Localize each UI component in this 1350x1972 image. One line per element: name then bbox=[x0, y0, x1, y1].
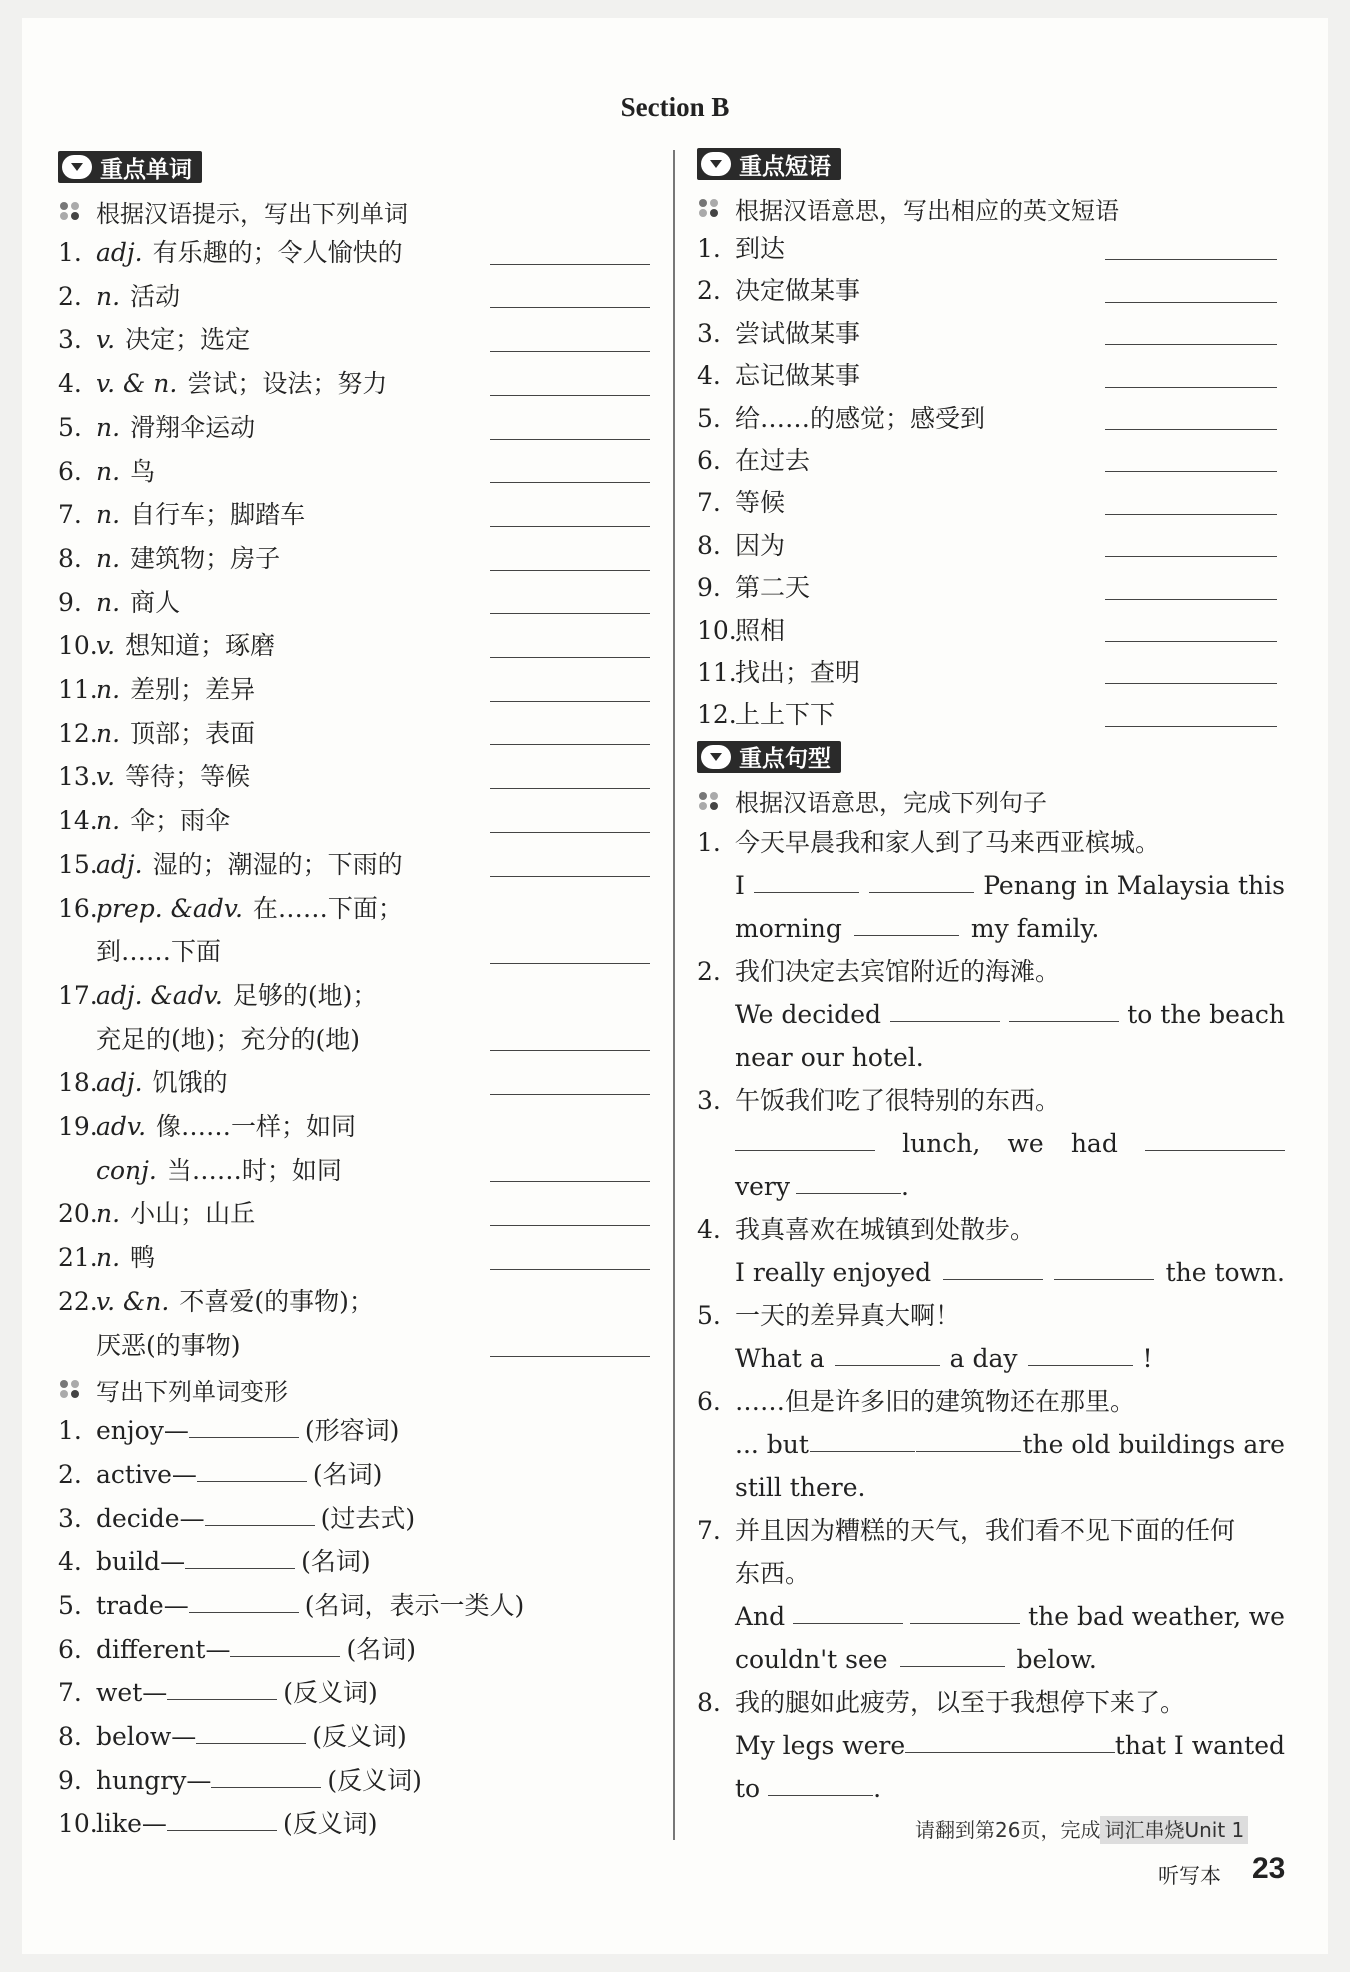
answer-blank[interactable] bbox=[835, 1337, 940, 1366]
answer-blank[interactable] bbox=[230, 1628, 340, 1657]
vocab-item: 20. n. 小山；山丘 bbox=[58, 1192, 650, 1236]
phrase-item: 7. 等候 bbox=[697, 482, 1285, 524]
page-number: 23 bbox=[1252, 1852, 1286, 1885]
answer-line[interactable] bbox=[490, 526, 650, 527]
vocab-item: 12. n. 顶部；表面 bbox=[58, 712, 650, 756]
answer-line[interactable] bbox=[490, 1094, 650, 1095]
badge-label: 重点短语 bbox=[739, 153, 831, 180]
vocab-item: 9. n. 商人 bbox=[58, 581, 650, 625]
word-form-item: 7. wet— (反义词) bbox=[58, 1671, 650, 1715]
answer-blank[interactable] bbox=[916, 1423, 1021, 1452]
answer-line[interactable] bbox=[490, 264, 650, 265]
answer-line[interactable] bbox=[490, 1225, 650, 1226]
answer-blank[interactable] bbox=[796, 1165, 901, 1194]
answer-blank[interactable] bbox=[735, 1122, 875, 1151]
vocab-item: 18. adj. 饥饿的 bbox=[58, 1061, 650, 1105]
vocab-item: 5. n. 滑翔伞运动 bbox=[58, 406, 650, 450]
right-column bbox=[697, 147, 1285, 1810]
answer-line[interactable] bbox=[490, 1269, 650, 1270]
subheading-sentences: 根据汉语意思，完成下列句子 bbox=[697, 781, 1285, 821]
answer-line[interactable] bbox=[490, 657, 650, 658]
answer-line[interactable] bbox=[490, 876, 650, 877]
answer-line[interactable] bbox=[490, 613, 650, 614]
answer-blank[interactable] bbox=[910, 1595, 1020, 1624]
column-divider bbox=[673, 150, 675, 1840]
footer-note: 请翻到第26页，完成 词汇串烧Unit 1 bbox=[915, 1814, 1248, 1843]
sentence-item: 8. 我的腿如此疲劳，以至于我想停下来了。 My legs were that I wanted to . bbox=[697, 1687, 1285, 1803]
vocab-item: 7. n. 自行车；脚踏车 bbox=[58, 493, 650, 537]
answer-line[interactable] bbox=[490, 351, 650, 352]
phrase-item: 2. 决定做某事 bbox=[697, 270, 1285, 312]
answer-blank[interactable] bbox=[196, 1715, 306, 1744]
answer-line[interactable] bbox=[490, 832, 650, 833]
vocab-item: 8. n. 建筑物；房子 bbox=[58, 537, 650, 581]
answer-line[interactable] bbox=[1105, 556, 1277, 557]
bullet-dots-icon bbox=[58, 201, 84, 221]
answer-blank[interactable] bbox=[905, 1724, 1010, 1753]
word-form-item: 9. hungry— (反义词) bbox=[58, 1759, 650, 1803]
vocab-item: 14. n. 伞；雨伞 bbox=[58, 799, 650, 843]
answer-line[interactable] bbox=[490, 788, 650, 789]
phrase-list bbox=[697, 228, 1285, 737]
bullet-dots-icon bbox=[697, 198, 723, 218]
word-form-item: 2. active— (名词) bbox=[58, 1453, 650, 1497]
answer-line[interactable] bbox=[1105, 344, 1277, 345]
phrase-item: 12. 上上下下 bbox=[697, 694, 1285, 736]
phrase-item: 9. 第二天 bbox=[697, 567, 1285, 609]
word-form-item: 1. enjoy— (形容词) bbox=[58, 1409, 650, 1453]
answer-line[interactable] bbox=[490, 744, 650, 745]
chevron-down-icon bbox=[701, 152, 731, 176]
vocab-item: 10. v. 想知道；琢磨 bbox=[58, 624, 650, 668]
answer-line[interactable] bbox=[490, 701, 650, 702]
answer-blank[interactable] bbox=[869, 864, 974, 893]
badge-label: 重点单词 bbox=[100, 156, 192, 183]
answer-blank[interactable] bbox=[205, 1497, 315, 1526]
chevron-down-icon bbox=[62, 155, 92, 179]
subheading-phrases: 根据汉语意思，写出相应的英文短语 bbox=[697, 188, 1285, 228]
answer-blank[interactable] bbox=[793, 1595, 903, 1624]
answer-blank[interactable] bbox=[890, 993, 1000, 1022]
answer-blank[interactable] bbox=[197, 1453, 307, 1482]
subheading-forms: 写出下列单词变形 bbox=[58, 1369, 650, 1409]
word-form-item: 6. different— (名词) bbox=[58, 1628, 650, 1672]
subheading-words: 根据汉语提示，写出下列单词 bbox=[58, 191, 650, 231]
answer-line[interactable] bbox=[1105, 514, 1277, 515]
vocab-item: 15. adj. 湿的；潮湿的；下雨的 bbox=[58, 843, 650, 887]
answer-line[interactable] bbox=[1105, 429, 1277, 430]
answer-blank[interactable] bbox=[1054, 1251, 1154, 1280]
vocab-item: 13. v. 等待；等候 bbox=[58, 755, 650, 799]
word-form-item: 4. build— (名词) bbox=[58, 1540, 650, 1584]
answer-blank[interactable] bbox=[768, 1767, 873, 1796]
answer-blank[interactable] bbox=[189, 1584, 299, 1613]
phrase-item: 4. 忘记做某事 bbox=[697, 355, 1285, 397]
word-form-item: 8. below— (反义词) bbox=[58, 1715, 650, 1759]
answer-line[interactable] bbox=[490, 439, 650, 440]
left-column bbox=[58, 150, 650, 1846]
answer-line[interactable] bbox=[490, 963, 650, 964]
vocab-item: 22. v. &n. 不喜爱(的事物)； 厌恶(的事物) bbox=[58, 1280, 650, 1367]
phrase-item: 3. 尝试做某事 bbox=[697, 313, 1285, 355]
key-sentences-badge bbox=[697, 741, 841, 773]
answer-line[interactable] bbox=[1105, 683, 1277, 684]
phrase-item: 1. 到达 bbox=[697, 228, 1285, 270]
answer-blank[interactable] bbox=[900, 1638, 1005, 1667]
word-form-item: 3. decide— (过去式) bbox=[58, 1497, 650, 1541]
sentence-item: 4. 我真喜欢在城镇到处散步。 I really enjoyed the town. bbox=[697, 1214, 1285, 1287]
answer-line[interactable] bbox=[1105, 471, 1277, 472]
footer-book-name: 听写本 bbox=[1158, 1864, 1221, 1888]
answer-line[interactable] bbox=[1105, 259, 1277, 260]
footer-note-highlight: 词汇串烧Unit 1 bbox=[1100, 1816, 1248, 1844]
vocab-item: 21. n. 鸭 bbox=[58, 1236, 650, 1280]
phrase-item: 6. 在过去 bbox=[697, 440, 1285, 482]
answer-line[interactable] bbox=[490, 307, 650, 308]
answer-line[interactable] bbox=[1105, 726, 1277, 727]
sentence-item: 7. 并且因为糟糕的天气，我们看不见下面的任何 东西。 And the bad weather, we couldn't see below. bbox=[697, 1515, 1285, 1674]
sentence-item: 5. 一天的差异真大啊！ What a a day ! bbox=[697, 1300, 1153, 1373]
vocab-list bbox=[58, 231, 650, 887]
answer-line[interactable] bbox=[1105, 599, 1277, 600]
vocab-item: 17. adj. &adv. 足够的(地)； 充足的(地)；充分的(地) bbox=[58, 974, 650, 1061]
answer-line[interactable] bbox=[490, 395, 650, 396]
vocab-item: 11. n. 差别；差异 bbox=[58, 668, 650, 712]
answer-line[interactable] bbox=[1105, 302, 1277, 303]
answer-blank[interactable] bbox=[854, 907, 959, 936]
answer-line[interactable] bbox=[1105, 641, 1277, 642]
answer-line[interactable] bbox=[490, 1050, 650, 1051]
answer-blank[interactable] bbox=[1145, 1122, 1285, 1151]
key-phrases-badge bbox=[697, 148, 841, 180]
vocab-item: 16. prep. &adv. 在……下面； 到……下面 bbox=[58, 887, 650, 974]
bullet-dots-icon bbox=[58, 1379, 84, 1399]
answer-blank[interactable] bbox=[1028, 1337, 1133, 1366]
vocab-item: 4. v. & n. 尝试；设法；努力 bbox=[58, 362, 650, 406]
sentence-item: 2. 我们决定去宾馆附近的海滩。 We decided to the beach near our hotel. bbox=[697, 956, 1285, 1072]
word-form-item: 10. like— (反义词) bbox=[58, 1802, 650, 1846]
phrase-item: 5. 给……的感觉；感受到 bbox=[697, 398, 1285, 440]
answer-line[interactable] bbox=[1105, 387, 1277, 388]
answer-blank[interactable] bbox=[167, 1671, 277, 1700]
answer-line[interactable] bbox=[490, 482, 650, 483]
vocab-item: 6. n. 鸟 bbox=[58, 450, 650, 494]
answer-blank[interactable] bbox=[185, 1540, 295, 1569]
vocab-item: 2. n. 活动 bbox=[58, 275, 650, 319]
word-form-item: 5. trade— (名词，表示一类人) bbox=[58, 1584, 650, 1628]
answer-line[interactable] bbox=[490, 570, 650, 571]
answer-blank[interactable] bbox=[810, 1423, 915, 1452]
sentence-item: 3. 午饭我们吃了很特别的东西。 lunch, we had very . bbox=[697, 1079, 1285, 1208]
vocab-item: 3. v. 决定；选定 bbox=[58, 318, 650, 362]
sentence-item: 1. 今天早晨我和家人到了马来西亚槟城。 I Penang in Malaysia this morning my family. bbox=[697, 827, 1285, 943]
bullet-dots-icon bbox=[697, 791, 723, 811]
answer-blank[interactable] bbox=[1010, 1724, 1115, 1753]
answer-blank[interactable] bbox=[167, 1802, 277, 1831]
key-words-badge bbox=[58, 151, 202, 183]
word-forms-list bbox=[58, 1409, 650, 1846]
sentence-item: 6. ……但是许多旧的建筑物还在那里。 ... but the old buildings are still there. bbox=[697, 1386, 1285, 1502]
badge-label: 重点句型 bbox=[739, 746, 831, 773]
chevron-down-icon bbox=[701, 745, 731, 769]
phrase-item: 8. 因为 bbox=[697, 525, 1285, 567]
phrase-item: 10. 照相 bbox=[697, 610, 1285, 652]
answer-blank[interactable] bbox=[943, 1251, 1043, 1280]
answer-blank[interactable] bbox=[754, 864, 859, 893]
section-title: Section B bbox=[620, 92, 730, 122]
answer-line[interactable] bbox=[490, 1181, 650, 1182]
answer-blank[interactable] bbox=[1009, 993, 1119, 1022]
vocab-item: 19. adv. 像……一样；如同 conj. 当……时；如同 bbox=[58, 1105, 650, 1192]
phrase-item: 11. 找出；查明 bbox=[697, 652, 1285, 694]
answer-blank[interactable] bbox=[211, 1759, 321, 1788]
vocab-item: 1. adj. 有乐趣的；令人愉快的 bbox=[58, 231, 650, 275]
answer-line[interactable] bbox=[490, 1356, 650, 1357]
answer-blank[interactable] bbox=[189, 1409, 299, 1438]
